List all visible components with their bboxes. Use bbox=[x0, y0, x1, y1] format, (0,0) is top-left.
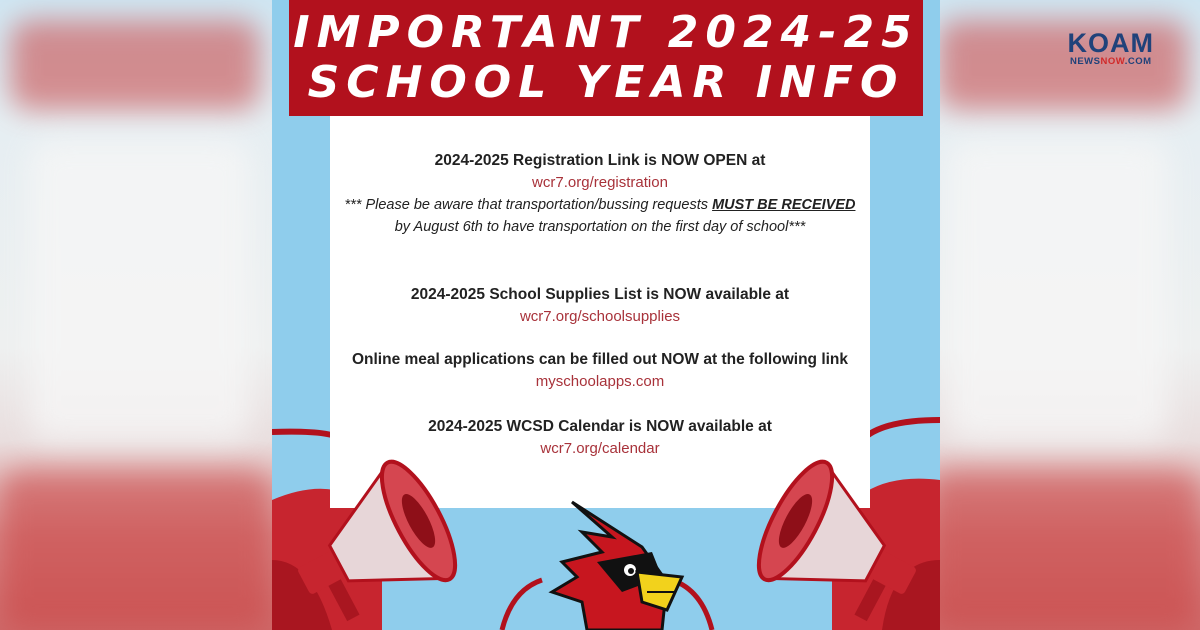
blurred-background-right bbox=[928, 0, 1200, 630]
logo-now: NOW bbox=[1100, 56, 1125, 67]
blurred-background-left bbox=[0, 0, 272, 630]
megaphone-icon bbox=[272, 440, 472, 630]
title-banner bbox=[289, 0, 923, 116]
registration-title: 2024-2025 Registration Link is NOW OPEN at bbox=[434, 152, 766, 169]
meals-section bbox=[330, 349, 870, 393]
supplies-section bbox=[330, 284, 870, 328]
meals-link[interactable]: myschoolapps.com bbox=[535, 373, 665, 390]
registration-section bbox=[330, 150, 870, 238]
logo-wordmark: KOAM bbox=[1067, 28, 1154, 58]
calendar-title: 2024-2025 WCSD Calendar is NOW available at bbox=[428, 418, 772, 435]
banner-title-line-2: SCHOOL YEAR INFO bbox=[307, 57, 905, 108]
cardinal-mascot-icon bbox=[542, 492, 692, 630]
supplies-link[interactable]: wcr7.org/schoolsupplies bbox=[519, 308, 681, 325]
banner-title-line-1: IMPORTANT 2024-25 bbox=[293, 7, 919, 58]
calendar-link[interactable]: wcr7.org/calendar bbox=[540, 440, 660, 457]
supplies-title: 2024-2025 School Supplies List is NOW available at bbox=[410, 286, 790, 303]
logo-com: .COM bbox=[1124, 56, 1152, 67]
logo-subline bbox=[1068, 56, 1155, 67]
logo-news: NEWS bbox=[1069, 56, 1101, 67]
koam-logo bbox=[1068, 30, 1155, 67]
registration-link[interactable]: wcr7.org/registration bbox=[532, 174, 668, 191]
note-text-start: *** Please be aware that transportation/bussing requests bbox=[344, 197, 713, 213]
note-text-end: by August 6th to have transportation on the first day of school*** bbox=[394, 219, 806, 235]
transportation-note bbox=[330, 194, 870, 238]
meals-title: Online meal applications can be filled out NOW at the following link bbox=[351, 351, 849, 368]
note-emphasis: MUST BE RECEIVED bbox=[712, 197, 856, 213]
megaphone-icon bbox=[742, 440, 940, 630]
school-info-poster bbox=[272, 0, 940, 630]
